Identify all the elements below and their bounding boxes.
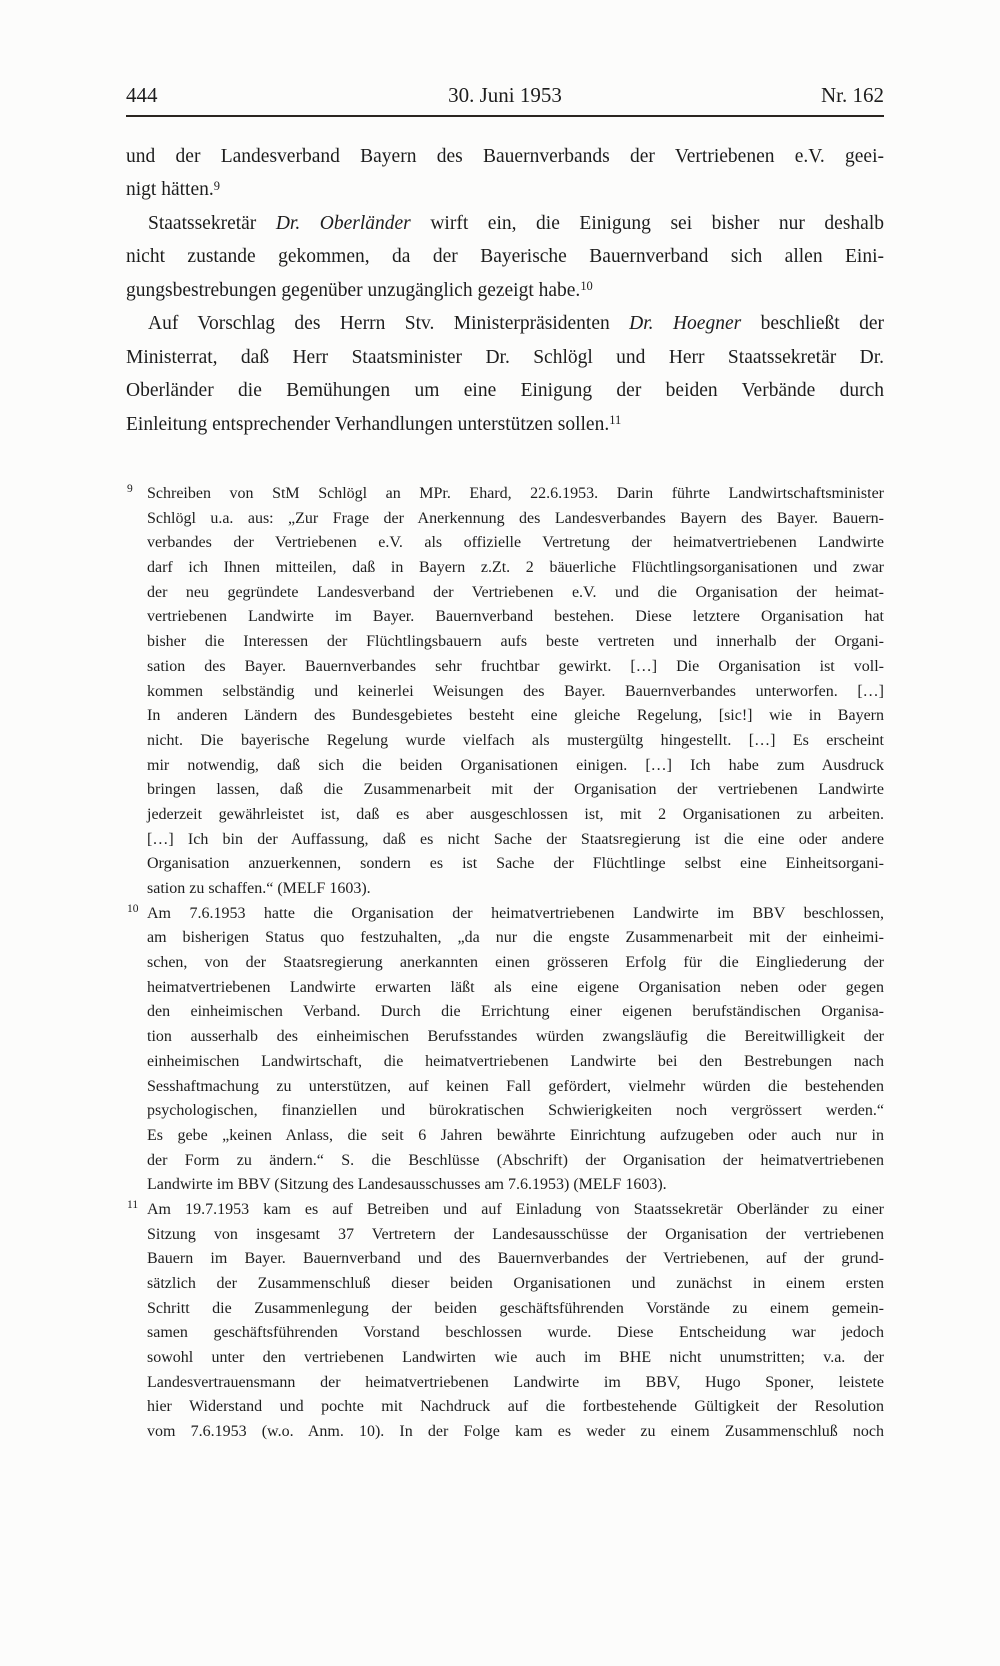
footnote-line: In anderen Ländern des Bundesgebietes besteht eine gleiche Regelung, [sic!] wie in Bayern	[147, 707, 884, 725]
page-number: 444	[126, 83, 158, 107]
footnote-line: hier Widerstand und pochte mit Nachdruck auf die fortbestehende Gültigkeit der Resolution	[147, 1398, 884, 1416]
text-line	[126, 140, 884, 173]
footnote-line: Landesvertrauensmann der heimatvertriebenen Landwirte im BBV, Hugo Sponer, leistete	[147, 1373, 884, 1391]
footnote-line: tion ausserhalb des einheimischen Berufsstandes würden zwangsläufig die Bereitwilligkeit der	[147, 1028, 884, 1046]
footnote-line: sation zu schaffen.“ (MELF 1603).	[147, 880, 371, 897]
footnotes-section	[126, 482, 884, 1445]
footnote-line: samen geschäftsführenden Vorstand beschlossen wurde. Diese Entscheidung war jedoch	[147, 1324, 884, 1342]
footnote-line: sätzlich der Zusammenschluß dieser beiden Organisationen und zunächst in einem ersten	[147, 1275, 884, 1292]
footnote-line: am bisherigen Status quo festzuhalten, „da nur die engste Zusammenarbeit mit der einheimi-	[147, 929, 884, 947]
footnote	[126, 482, 884, 902]
text-line	[126, 307, 884, 340]
text-segment: Auf Vorschlag des Herrn Stv. Ministerpräsidenten	[148, 313, 630, 335]
text-segment: beschließt der	[741, 313, 884, 335]
text-segment: und der Landesverband Bayern des Bauernverbands der Vertriebenen e.V. geei-	[126, 146, 884, 167]
footnote-line: verbandes der Vertriebenen e.V. als offizielle Vertretung der heimatvertriebenen Landwirte	[147, 534, 884, 552]
text-segment: Staatssekretär	[148, 212, 276, 234]
text-line	[126, 274, 884, 307]
footnote-line: Schlögl u.a. aus: „Zur Frage der Anerkennung des Landesverbandes Bayern des Bayer. Bauern-	[147, 509, 884, 527]
footnote-line: Am 7.6.1953 hatte die Organisation der heimatvertriebenen Landwirte im BBV beschlossen,	[147, 904, 884, 922]
header-date: 30. Juni 1953	[448, 83, 562, 107]
footnote-line: einheimischen Landwirtschaft, die heimatvertriebenen Landwirte bei den Bestrebungen nach	[147, 1052, 884, 1070]
footnote-line: nicht. Die bayerische Regelung wurde vielfach als mustergültg hingestellt. […] Es erscheint	[147, 731, 884, 749]
footnote-line: psychologischen, finanziellen und bürokratischen Schwierigkeiten noch vergrössert werden.“	[147, 1102, 884, 1120]
footnote-ref: 10	[580, 279, 593, 294]
body-paragraph	[126, 307, 884, 441]
footnote-line: Sesshaftmachung zu unterstützen, auf keinen Fall gefördert, vielmehr würden die bestehenden	[147, 1077, 884, 1095]
footnote-line: kommen selbständig und keinerlei Weisungen des Bayer. Bauernverbandes unterworfen. […]	[147, 682, 884, 700]
footnote-line: den einheimischen Verband. Durch die Errichtung einer eigenen berufständischen Organisa-	[147, 1003, 884, 1021]
italic-name: Dr. Oberländer	[275, 212, 411, 234]
body-paragraph	[126, 140, 884, 207]
header-issue-number: Nr. 162	[821, 83, 884, 107]
header-rule	[126, 115, 884, 117]
text-line	[126, 240, 884, 273]
footnote	[126, 1198, 884, 1445]
footnote-line: Es gebe „keinen Anlass, die seit 6 Jahren bewährte Einrichtung aufzugeben oder auch nur in	[147, 1126, 884, 1144]
text-line	[126, 207, 884, 240]
italic-name: Dr. Hoegner	[629, 313, 742, 335]
body-paragraph	[126, 207, 884, 307]
footnote-line: Schritt die Zusammenlegung der beiden geschäftsführenden Vorstände zu einem gemein-	[147, 1299, 884, 1317]
footnote-line: Schreiben von StM Schlögl an MPr. Ehard, 22.6.1953. Darin führte Landwirtschaftsminister	[147, 485, 884, 502]
footnote-line: vertriebenen Landwirte im Bayer. Bauernverband bestehen. Diese letztere Organisation hat	[147, 608, 884, 626]
footnote-line: mir notwendig, daß sich die beiden Organisationen einigen. […] Ich habe zum Ausdruck	[147, 756, 884, 774]
footnote-line: der neu gegründete Landesverband der Vertriebenen e.V. und die Organisation der heimat-	[147, 583, 884, 601]
footnote-line: bisher die Interessen der Flüchtlingsbauern aufs beste vertreten und innerhalb der Organi-	[147, 633, 884, 651]
footnote-line: schen, von der Staatsregierung anerkannten einen grösseren Erfolg für die Eingliederung der	[147, 954, 884, 972]
text-line	[126, 408, 884, 441]
text-segment: Einleitung entsprechender Verhandlungen unterstützen sollen.	[126, 413, 610, 435]
footnote-line: der Form zu ändern.“ S. die Beschlüsse (Abschrift) der Organisation der heimatvertriebenen	[147, 1151, 884, 1169]
footnote-line: darf ich Ihnen mitteilen, daß in Bayern z.Zt. 2 bäuerliche Flüchtlingsorganisationen und zwar	[147, 559, 884, 577]
footnote-line: sowohl unter den vertriebenen Landwirten wie auch im BHE nicht unumstritten; v.a. der	[147, 1349, 884, 1367]
footnote-marker: 10	[127, 902, 139, 915]
footnote-line: bringen lassen, daß die Zusammenarbeit mit der Organisation der vertriebenen Landwirte	[147, 781, 884, 799]
text-segment: Oberländer die Bemühungen um eine Einigung der beiden Verbände durch	[126, 380, 884, 402]
footnote-line: jederzeit gewährleistet ist, daß es aber ausgeschlossen ist, mit 2 Organisationen zu arbeiten.	[147, 805, 884, 823]
text-segment: Ministerrat, daß Herr Staatsminister Dr. Schlögl und Herr Staatssekretär Dr.	[126, 346, 884, 368]
footnote-ref: 9	[213, 178, 220, 193]
text-segment: nicht zustande gekommen, da der Bayerische Bauernverband sich allen Eini-	[126, 246, 884, 268]
footnote-line: Bauern im Bayer. Bauernverband und des Bauernverbandes der Vertriebenen, auf der grund-	[147, 1250, 884, 1268]
text-segment: wirft ein, die Einigung sei bisher nur deshalb	[410, 212, 884, 234]
footnote-line: Landwirte im BBV (Sitzung des Landesausschusses am 7.6.1953) (MELF 1603).	[147, 1176, 667, 1194]
footnote-line: heimatvertriebenen Landwirte erwarten läßt als eine eigene Organisation neben oder gegen	[147, 978, 884, 996]
text-line	[126, 341, 884, 374]
text-segment: nigt hätten.	[126, 179, 214, 201]
footnote-line: vom 7.6.1953 (w.o. Anm. 10). In der Folge kam es weder zu einem Zusammenschluß noch	[147, 1423, 884, 1441]
text-segment: gungsbestrebungen gegenüber unzugänglich gezeigt habe.	[126, 279, 581, 301]
footnote-line: […] Ich bin der Auffassung, daß es nicht Sache der Staatsregierung ist die eine oder andere	[147, 830, 884, 848]
footnote-line: sation des Bayer. Bauernverbandes sehr fruchtbar gewirkt. […] Die Organisation ist voll-	[147, 657, 884, 675]
footnote-line: Organisation anzuerkennen, sondern es ist Sache der Flüchtlinge selbst eine Einheitsorgani-	[147, 855, 884, 873]
footnote-ref: 11	[609, 413, 622, 428]
text-line	[126, 173, 884, 206]
body-text	[126, 140, 884, 441]
footnote	[126, 902, 884, 1198]
text-line	[126, 374, 884, 407]
footnote-marker: 9	[127, 483, 133, 495]
footnote-line: Am 19.7.1953 kam es auf Betreiben und auf Einladung von Staatssekretär Oberländer zu einer	[147, 1200, 884, 1218]
footnote-line: Sitzung von insgesamt 37 Vertretern der Landesausschüsse der Organisation der vertriebenen	[147, 1225, 884, 1243]
footnote-marker: 11	[127, 1198, 139, 1211]
